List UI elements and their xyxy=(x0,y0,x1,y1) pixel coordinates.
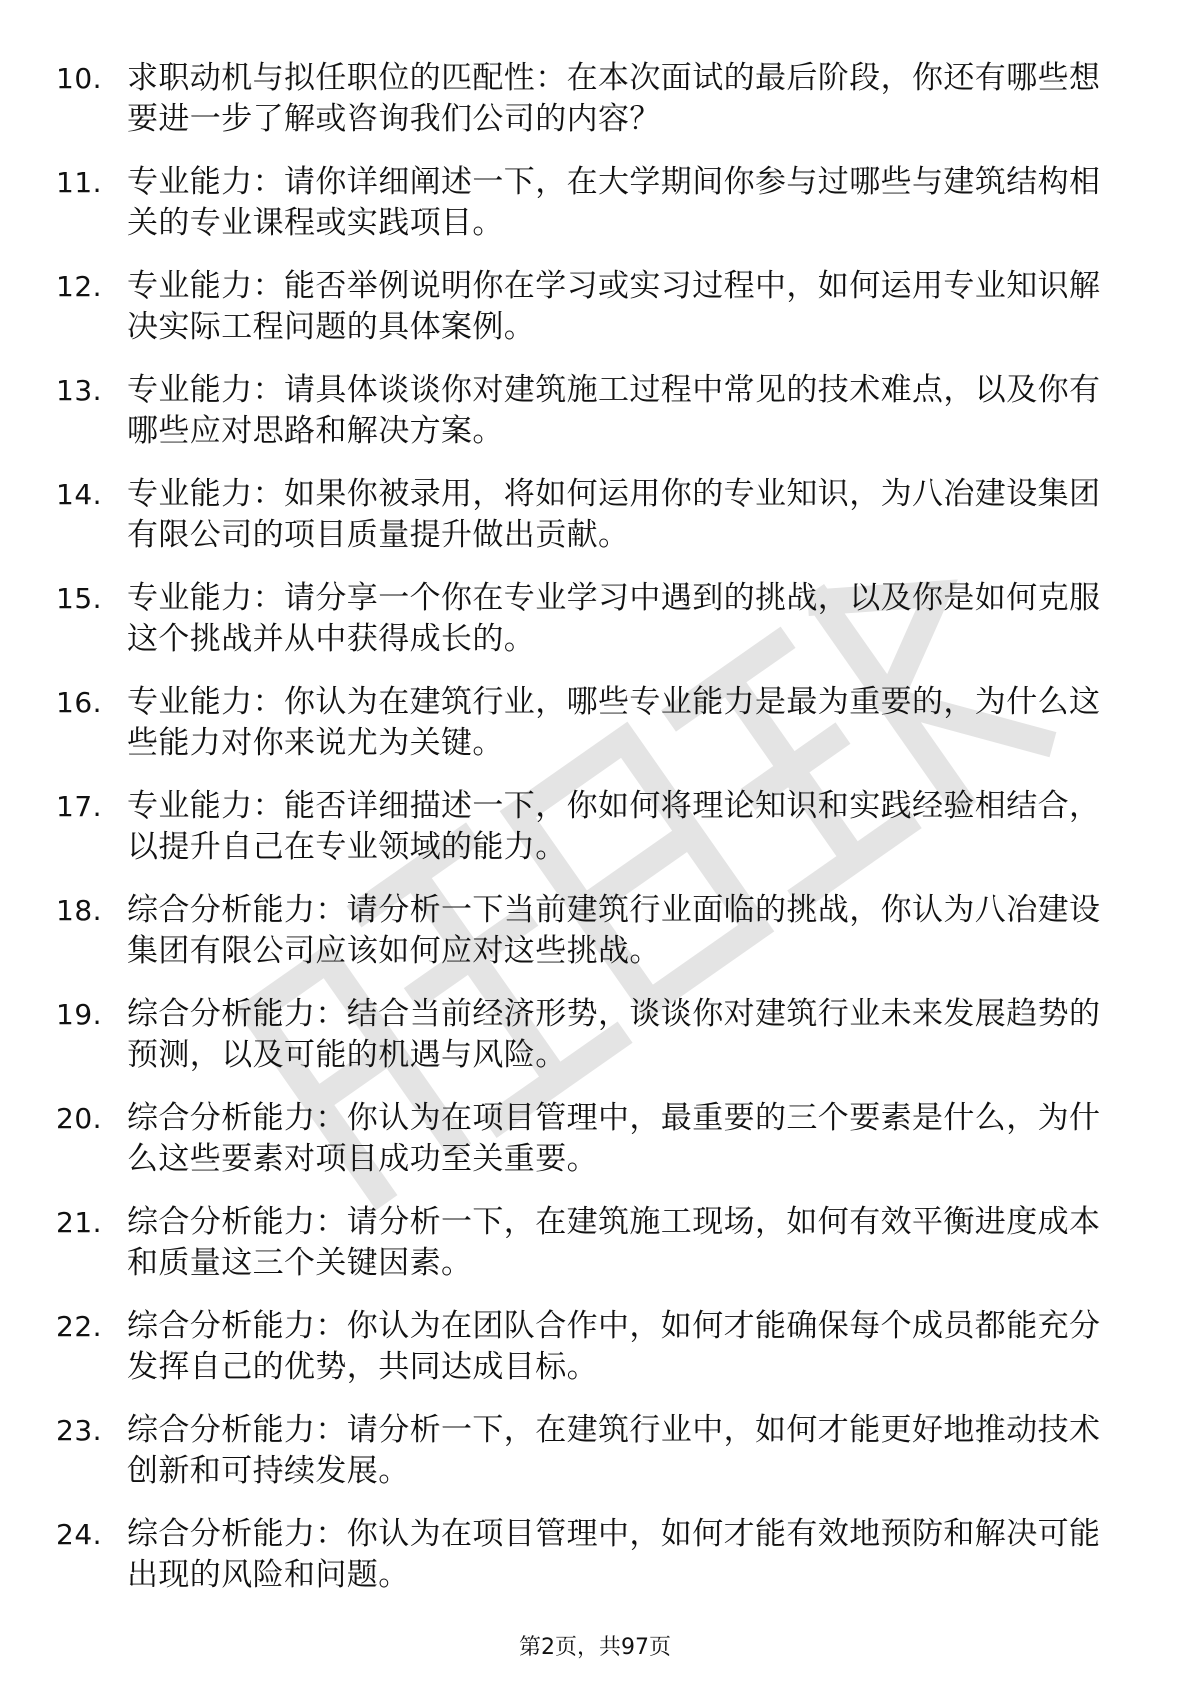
question-text: 专业能力：请分享一个你在专业学习中遇到的挑战，以及你是如何克服这个挑战并从中获得成长的。 xyxy=(127,580,1101,657)
question-item xyxy=(0,1306,1190,1410)
question-text: 综合分析能力：结合当前经济形势，谈谈你对建筑行业未来发展趋势的预测，以及可能的机遇与风险。 xyxy=(127,996,1101,1073)
question-number: 18. xyxy=(56,894,103,927)
question-item xyxy=(0,994,1190,1098)
question-text: 专业能力：请你详细阐述一下，在大学期间你参与过哪些与建筑结构相关的专业课程或实践项目。 xyxy=(127,164,1101,241)
question-text: 专业能力：你认为在建筑行业，哪些专业能力是最为重要的，为什么这些能力对你来说尤为关键。 xyxy=(127,684,1101,761)
question-item xyxy=(0,1098,1190,1202)
question-number: 24. xyxy=(56,1518,103,1551)
question-text: 求职动机与拟任职位的匹配性：在本次面试的最后阶段，你还有哪些想要进一步了解或咨询我们公司的内容？ xyxy=(127,60,1101,137)
question-item xyxy=(0,890,1190,994)
question-number: 17. xyxy=(56,790,103,823)
question-text: 专业能力：请具体谈谈你对建筑施工过程中常见的技术难点，以及你有哪些应对思路和解决方案。 xyxy=(127,372,1101,449)
question-item xyxy=(0,474,1190,578)
question-item xyxy=(0,1202,1190,1306)
question-number: 15. xyxy=(56,582,103,615)
question-number: 10. xyxy=(56,62,103,95)
question-item xyxy=(0,1410,1190,1514)
question-item xyxy=(0,162,1190,266)
question-list xyxy=(0,58,1190,1618)
question-number: 19. xyxy=(56,998,103,1031)
question-text: 综合分析能力：请分析一下当前建筑行业面临的挑战，你认为八冶建设集团有限公司应该如何应对这些挑战。 xyxy=(127,892,1101,969)
question-text: 综合分析能力：你认为在团队合作中，如何才能确保每个成员都能充分发挥自己的优势，共同达成目标。 xyxy=(127,1308,1101,1385)
question-number: 22. xyxy=(56,1310,103,1343)
question-item xyxy=(0,578,1190,682)
question-item xyxy=(0,1514,1190,1618)
question-text: 综合分析能力：你认为在项目管理中，最重要的三个要素是什么，为什么这些要素对项目成功至关重要。 xyxy=(127,1100,1101,1177)
question-number: 11. xyxy=(56,166,103,199)
question-text: 综合分析能力：请分析一下，在建筑行业中，如何才能更好地推动技术创新和可持续发展。 xyxy=(127,1412,1101,1489)
question-text: 专业能力：能否举例说明你在学习或实习过程中，如何运用专业知识解决实际工程问题的具体案例。 xyxy=(127,268,1101,345)
question-number: 13. xyxy=(56,374,103,407)
page-footer: 第2页，共97页 xyxy=(519,1635,671,1660)
question-number: 21. xyxy=(56,1206,103,1239)
question-number: 23. xyxy=(56,1414,103,1447)
question-text: 综合分析能力：请分析一下，在建筑施工现场，如何有效平衡进度成本和质量这三个关键因素。 xyxy=(127,1204,1101,1281)
question-number: 20. xyxy=(56,1102,103,1135)
question-number: 14. xyxy=(56,478,103,511)
question-item xyxy=(0,370,1190,474)
question-item xyxy=(0,682,1190,786)
question-item xyxy=(0,786,1190,890)
question-text: 综合分析能力：你认为在项目管理中，如何才能有效地预防和解决可能出现的风险和问题。 xyxy=(127,1516,1101,1593)
question-text: 专业能力：能否详细描述一下，你如何将理论知识和实践经验相结合，以提升自己在专业领域的能力。 xyxy=(127,788,1101,865)
question-text: 专业能力：如果你被录用，将如何运用你的专业知识，为八冶建设集团有限公司的项目质量提升做出贡献。 xyxy=(127,476,1101,553)
question-number: 16. xyxy=(56,686,103,719)
question-number: 12. xyxy=(56,270,103,303)
question-item xyxy=(0,266,1190,370)
question-item xyxy=(0,58,1190,162)
